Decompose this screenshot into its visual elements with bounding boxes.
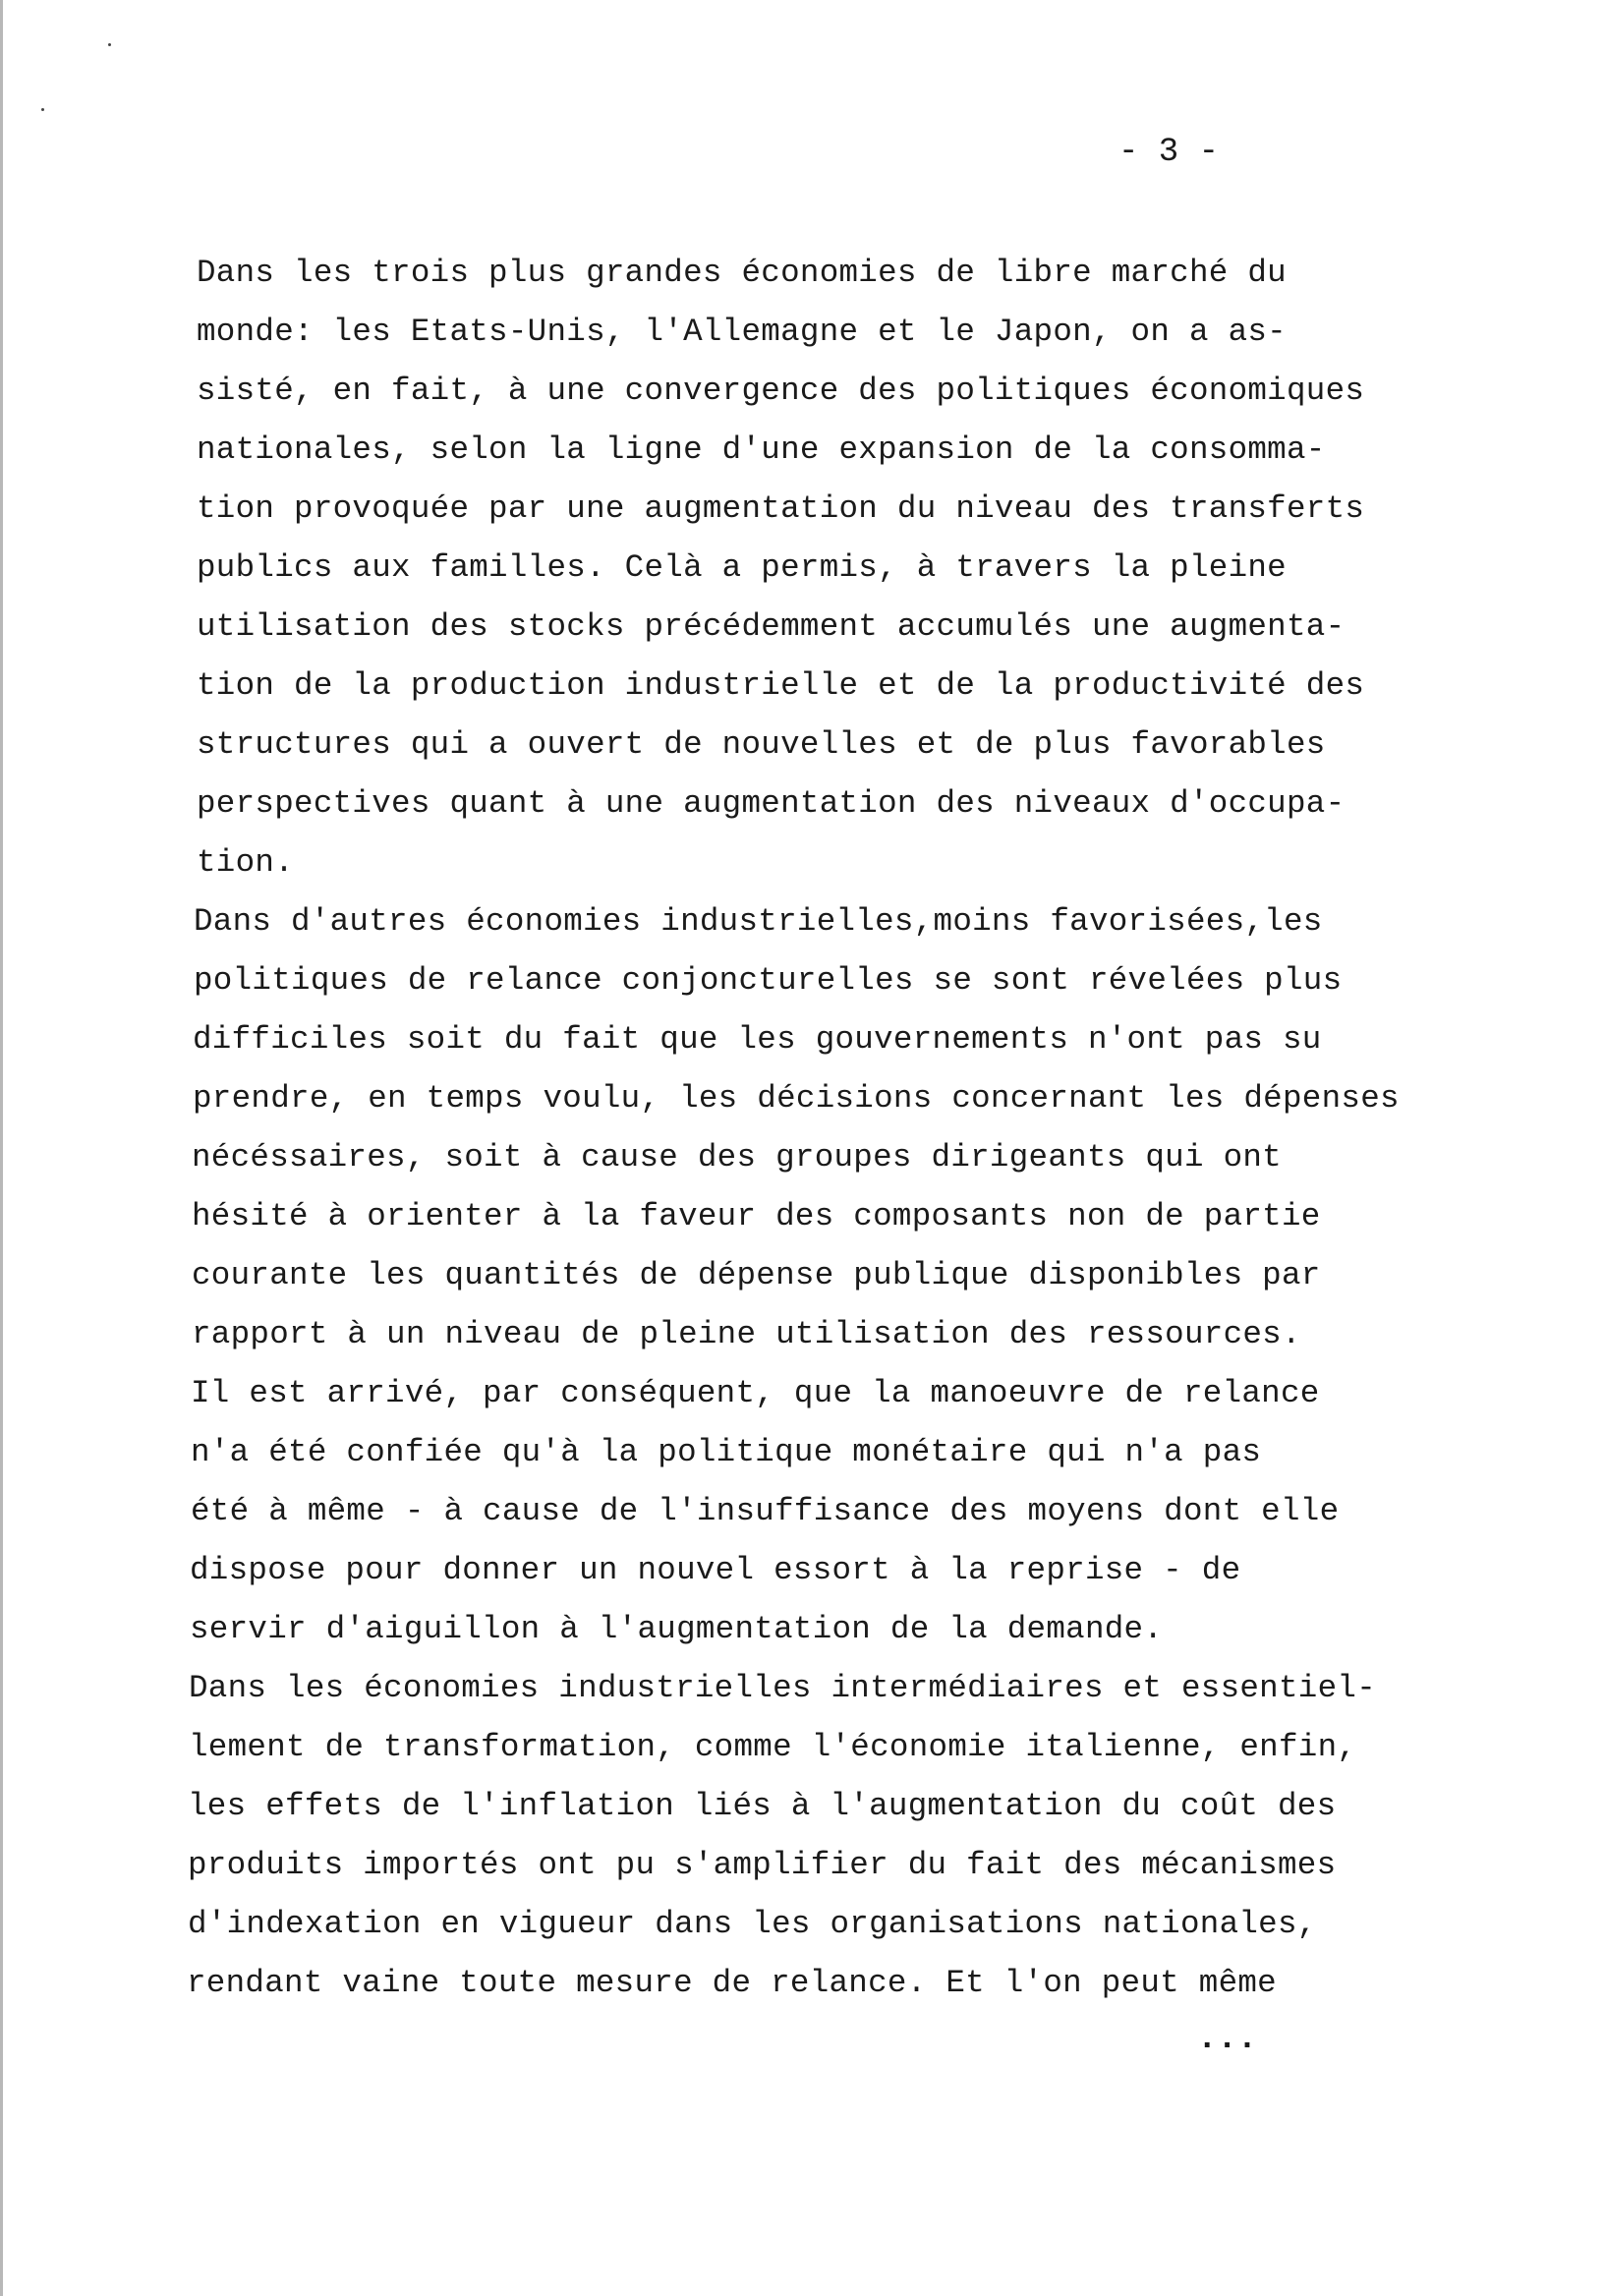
continuation-mark: ... xyxy=(1197,2021,1258,2058)
body-text xyxy=(187,244,1474,2013)
text-line: dispose pour donner un nouvel essort à la reprise - de xyxy=(190,1552,1241,1588)
text-line: sisté, en fait, à une convergence des politiques économiques xyxy=(197,373,1365,409)
text-line: nationales, selon la ligne d'une expansion de la consomma- xyxy=(197,431,1326,468)
text-line: Dans les économies industrielles intermédiaires et essentiel- xyxy=(189,1670,1376,1706)
scan-speck xyxy=(41,108,44,111)
text-line: prendre, en temps voulu, les décisions concernant les dépenses xyxy=(193,1080,1400,1117)
text-line: hésité à orienter à la faveur des composants non de partie xyxy=(192,1198,1321,1234)
scan-speck xyxy=(108,43,111,46)
text-line: Il est arrivé, par conséquent, que la manoeuvre de relance xyxy=(191,1375,1320,1411)
text-line: rendant vaine toute mesure de relance. Et l'on peut même xyxy=(187,1965,1277,2001)
text-line: structures qui a ouvert de nouvelles et de plus favorables xyxy=(197,726,1326,763)
text-line: utilisation des stocks précédemment accumulés une augmenta- xyxy=(197,608,1346,645)
text-line: publics aux familles. Celà a permis, à travers la pleine xyxy=(197,549,1287,586)
text-line: n'a été confiée qu'à la politique monétaire qui n'a pas xyxy=(191,1434,1262,1470)
text-line: difficiles soit du fait que les gouvernements n'ont pas su xyxy=(193,1021,1322,1058)
text-line: d'indexation en vigueur dans les organisations nationales, xyxy=(188,1906,1317,1942)
page-number: - 3 - xyxy=(1118,134,1220,171)
text-line: tion provoquée par une augmentation du niveau des transferts xyxy=(197,490,1365,527)
text-line: monde: les Etats-Unis, l'Allemagne et le Japon, on a as- xyxy=(197,314,1287,350)
text-line: perspectives quant à une augmentation des niveaux d'occupa- xyxy=(197,785,1346,822)
text-line: nécéssaires, soit à cause des groupes dirigeants qui ont xyxy=(192,1139,1282,1176)
text-line: courante les quantités de dépense publique disponibles par xyxy=(192,1257,1321,1293)
text-line: produits importés ont pu s'amplifier du fait des mécanismes xyxy=(188,1847,1337,1883)
text-line: été à même - à cause de l'insuffisance des moyens dont elle xyxy=(191,1493,1340,1529)
text-line: rapport à un niveau de pleine utilisation des ressources. xyxy=(192,1316,1301,1352)
text-line: lement de transformation, comme l'économie italienne, enfin, xyxy=(189,1729,1357,1765)
text-line: Dans d'autres économies industrielles,moins favorisées,les xyxy=(194,903,1323,940)
text-line: tion. xyxy=(197,844,295,881)
text-line: les effets de l'inflation liés à l'augmentation du coût des xyxy=(188,1788,1337,1824)
text-line: tion de la production industrielle et de la productivité des xyxy=(197,667,1365,704)
text-line: servir d'aiguillon à l'augmentation de la demande. xyxy=(190,1611,1164,1647)
text-line: Dans les trois plus grandes économies de libre marché du xyxy=(197,255,1287,291)
scan-left-edge xyxy=(0,0,3,2296)
text-line: politiques de relance conjoncturelles se sont révelées plus xyxy=(194,962,1343,999)
